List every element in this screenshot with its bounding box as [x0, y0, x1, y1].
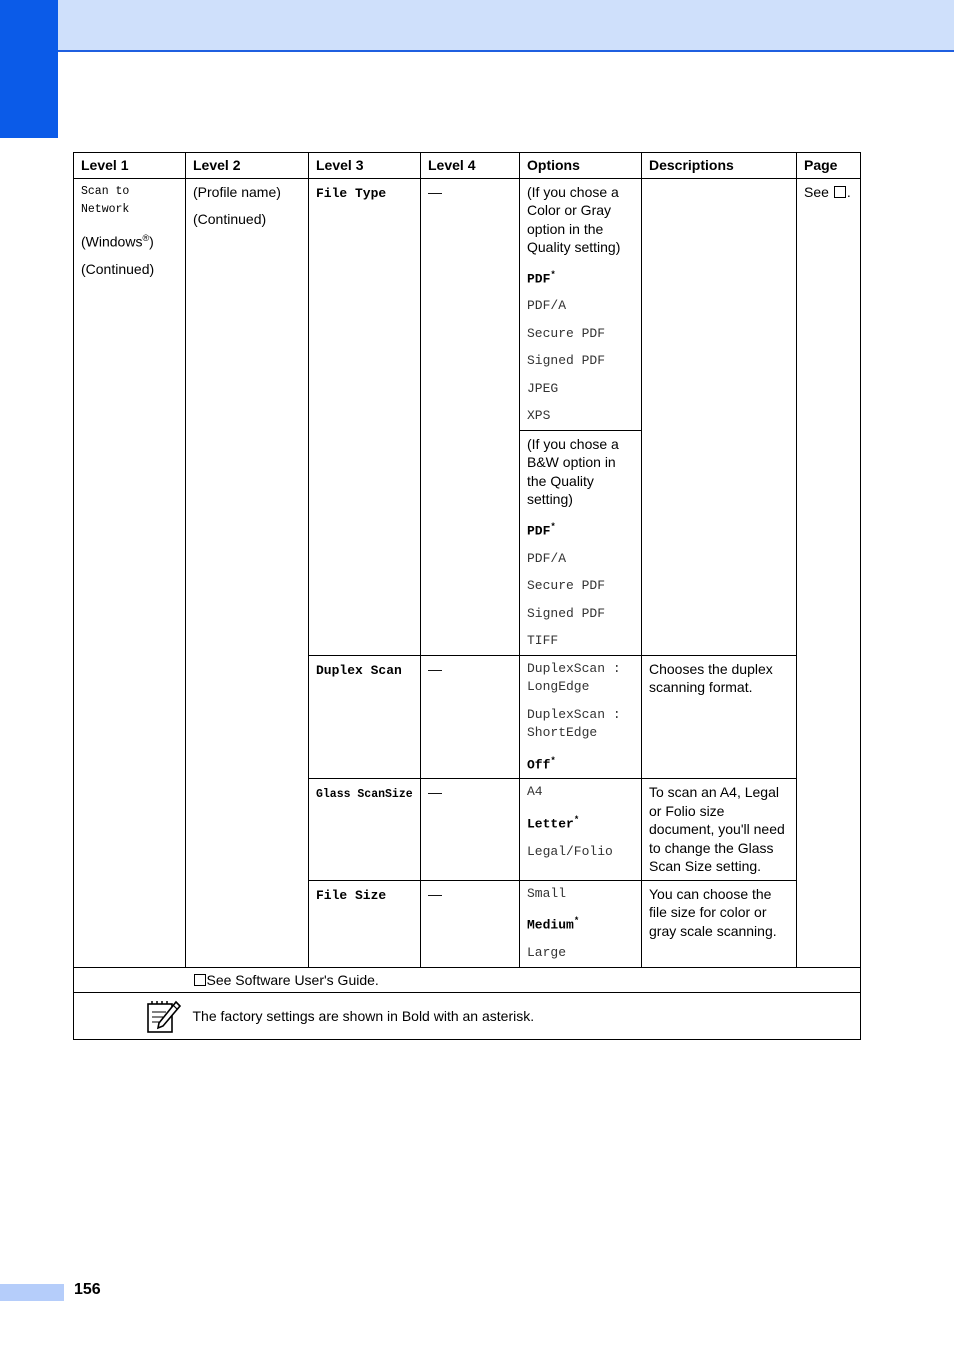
footer-bar — [0, 1284, 64, 1301]
level3-file-type: File Type — [309, 178, 421, 655]
option-default: Letter* — [527, 814, 580, 832]
header-page: Page — [797, 153, 861, 179]
option-item: Large — [527, 945, 567, 961]
option-item: DuplexScan : — [527, 706, 621, 722]
option-item: JPEG — [527, 380, 559, 396]
level2-continued: (Continued) — [193, 211, 267, 227]
level1-windows: (Windows®) — [81, 232, 154, 250]
option-item: A4 — [527, 784, 543, 800]
options-glass-scan-size — [520, 779, 642, 881]
option-item: Secure PDF — [527, 325, 606, 341]
color-note: (If you chose a Color or Gray option in the Quality setting) — [527, 183, 621, 255]
footnote-cell — [186, 967, 861, 993]
option-item: XPS — [527, 408, 551, 424]
level3-glass-scan-size: Glass ScanSize — [309, 779, 421, 881]
footnote-row — [74, 967, 861, 993]
header-level1: Level 1 — [74, 153, 186, 179]
header-level3: Level 3 — [309, 153, 421, 179]
option-item: Signed PDF — [527, 353, 606, 369]
page-number: 156 — [74, 1281, 101, 1298]
level4-duplex-scan: — — [421, 655, 520, 779]
level4-file-size: — — [421, 880, 520, 967]
level1-name: Scan to Network — [81, 184, 130, 216]
level3-duplex-scan: Duplex Scan — [309, 655, 421, 779]
description-glass-scan-size: To scan an A4, Legal or Folio size document, you'll need to change the Glass Scan Size setting. — [642, 779, 797, 881]
level2-name: (Profile name) — [193, 183, 281, 200]
table-row — [74, 178, 861, 430]
level4-glass-scan-size: — — [421, 779, 520, 881]
options-file-type-color — [520, 178, 642, 430]
header-level4: Level 4 — [421, 153, 520, 179]
option-default: Medium* — [527, 916, 580, 933]
option-item: LongEdge — [527, 679, 590, 695]
description-file-type — [642, 178, 797, 655]
footnote-text: See Software User's Guide. — [206, 971, 379, 988]
options-file-size — [520, 880, 642, 967]
note-cell — [186, 993, 861, 1040]
header-row — [74, 153, 861, 179]
option-default: PDF* — [527, 521, 556, 539]
header-descriptions: Descriptions — [642, 153, 797, 179]
page-ref-icon — [834, 186, 846, 198]
bw-note: (If you chose a B&W option in the Quality setting) — [527, 435, 619, 508]
level1-cell — [74, 178, 186, 967]
level1-continued: (Continued) — [81, 260, 155, 277]
option-item: DuplexScan : — [527, 660, 621, 676]
option-item: Signed PDF — [527, 605, 606, 621]
footnote-spacer — [74, 967, 186, 993]
note-row — [74, 993, 861, 1040]
level4-file-type: — — [421, 178, 520, 655]
option-item: TIFF — [527, 633, 559, 649]
header-options: Options — [520, 153, 642, 179]
option-item: ShortEdge — [527, 725, 598, 741]
level2-cell — [186, 178, 309, 967]
option-item: PDF/A — [527, 298, 567, 314]
option-item: Legal/Folio — [527, 843, 613, 859]
menu-table — [73, 152, 861, 1040]
description-duplex-scan: Chooses the duplex scanning format. — [642, 655, 797, 779]
chapter-tab — [0, 0, 58, 138]
option-item: PDF/A — [527, 550, 567, 566]
option-default: PDF* — [527, 269, 556, 286]
option-item: Small — [527, 885, 567, 901]
option-default: Off* — [527, 755, 556, 772]
page-cell: See . — [797, 178, 861, 967]
header-band — [0, 0, 954, 52]
options-file-type-bw — [520, 430, 642, 655]
level3-file-size: File Size — [309, 880, 421, 967]
header-level2: Level 2 — [186, 153, 309, 179]
description-file-size: You can choose the file size for color or gray scale scanning. — [642, 880, 797, 967]
note-icon-cell — [74, 993, 186, 1040]
note-text: The factory settings are shown in Bold with an asterisk. — [192, 1008, 535, 1025]
options-duplex-scan — [520, 655, 642, 779]
note-pencil-icon — [146, 999, 182, 1035]
page-ref-icon — [194, 974, 206, 986]
option-item: Secure PDF — [527, 578, 606, 594]
